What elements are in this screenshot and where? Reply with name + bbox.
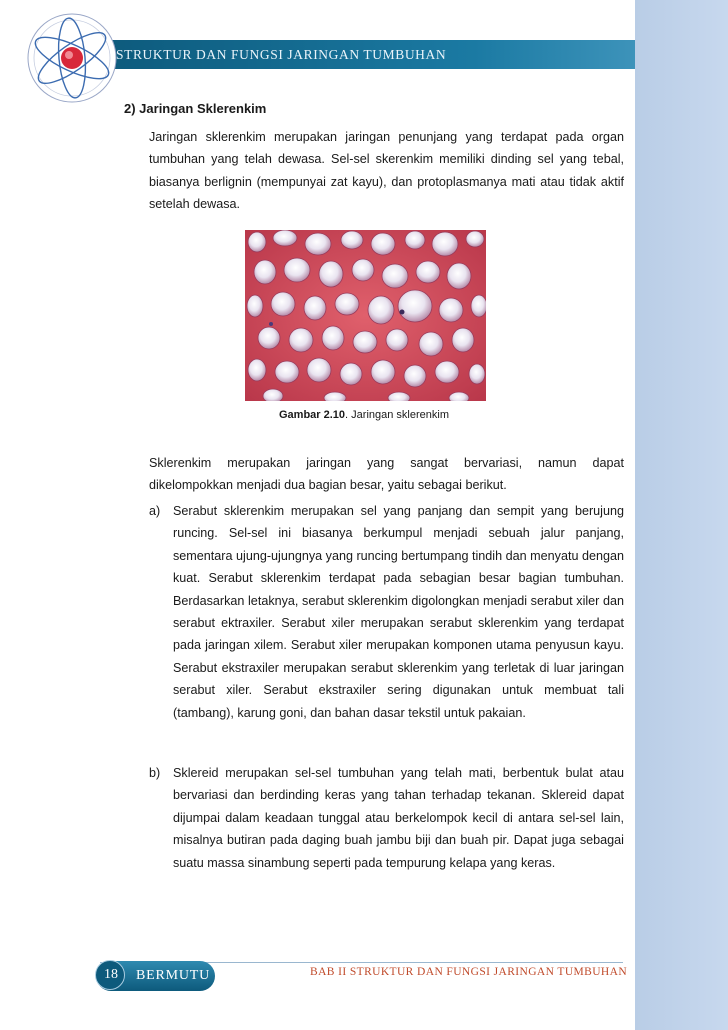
body-paragraph: Sklerenkim merupakan jaringan yang sangat bervariasi, namun dapat dikelompokkan menjadi dua bagian besar, yaitu sebagai berikut.	[149, 456, 624, 493]
running-header-title: STRUKTUR DAN FUNGSI JARINGAN TUMBUHAN	[116, 47, 447, 62]
running-header	[100, 40, 635, 69]
list-item-text: Sklereid merupakan sel-sel tumbuhan yang telah mati, berbentuk bulat atau bervariasi dan berdinding keras yang tahan terhadap tekanan. Sklereid dapat dijumpai dalam keadaan tunggal atau berkelompok kecil di antara sel-sel lain, misalnya butiran pada daging buah jambu biji dan buah pir. Dapat juga sebagai suatu massa sinambung seperti pada tempurung kelapa yang keras.	[173, 766, 624, 870]
figure-caption	[0, 409, 728, 421]
list-item-marker: a)	[149, 504, 161, 518]
page-side-band	[635, 0, 728, 1030]
section-heading: 2) Jaringan Sklerenkim	[124, 101, 267, 116]
footer-chapter-title: BAB II STRUKTUR DAN FUNGSI JARINGAN TUMBUHAN	[310, 966, 628, 978]
list-item-marker: b)	[149, 766, 161, 780]
sclerenchyma-micrograph	[245, 230, 486, 401]
footer-badge	[96, 961, 215, 991]
micrograph-image	[245, 230, 486, 401]
footer-brand: BERMUTU	[136, 968, 211, 983]
page-number: 18	[104, 967, 118, 982]
figure-caption-text: . Jaringan sklerenkim	[345, 409, 449, 421]
figure-caption-label: Gambar 2.10	[279, 409, 346, 421]
intro-paragraph: Jaringan sklerenkim merupakan jaringan penunjang yang terdapat pada organ tumbuhan yang telah dewasa. Sel-sel skerenkim memiliki dinding sel yang tebal, biasanya berlignin (mempunyai zat kayu), dan protoplasmanya mati atau tidak aktif setelah dewasa.	[149, 130, 624, 212]
page-number-circle	[95, 960, 125, 990]
atom-logo-icon	[22, 8, 122, 108]
list-item-text: Serabut sklerenkim merupakan sel yang panjang dan sempit yang berujung runcing. Sel-sel ini biasanya berkumpul menjadi sebuah jalur panjang, sementara ujung-ujungnya yang runcing bertumpang tindih dan menyatu dengan kuat. Serabut sklerenkim terdapat pada sebagian besar bagian tumbuhan. Berdasarkan letaknya, serabut sklerenkim digolongkan menjadi serabut xiler dan serabut ektraxiler. Serabut xiler merupakan serabut sklerenkim yang terdapat pada jaringan xilem. Serabut xiler merupakan komponen utama penyusun kayu. Serabut ekstraxiler merupakan serabut sklerenkim yang terletak di luar jaringan serabut xiler. Serabut ekstraxiler sering digunakan untuk membuat tali (tambang), karung goni, dan bahan dasar tekstil untuk pakaian.	[173, 504, 624, 720]
